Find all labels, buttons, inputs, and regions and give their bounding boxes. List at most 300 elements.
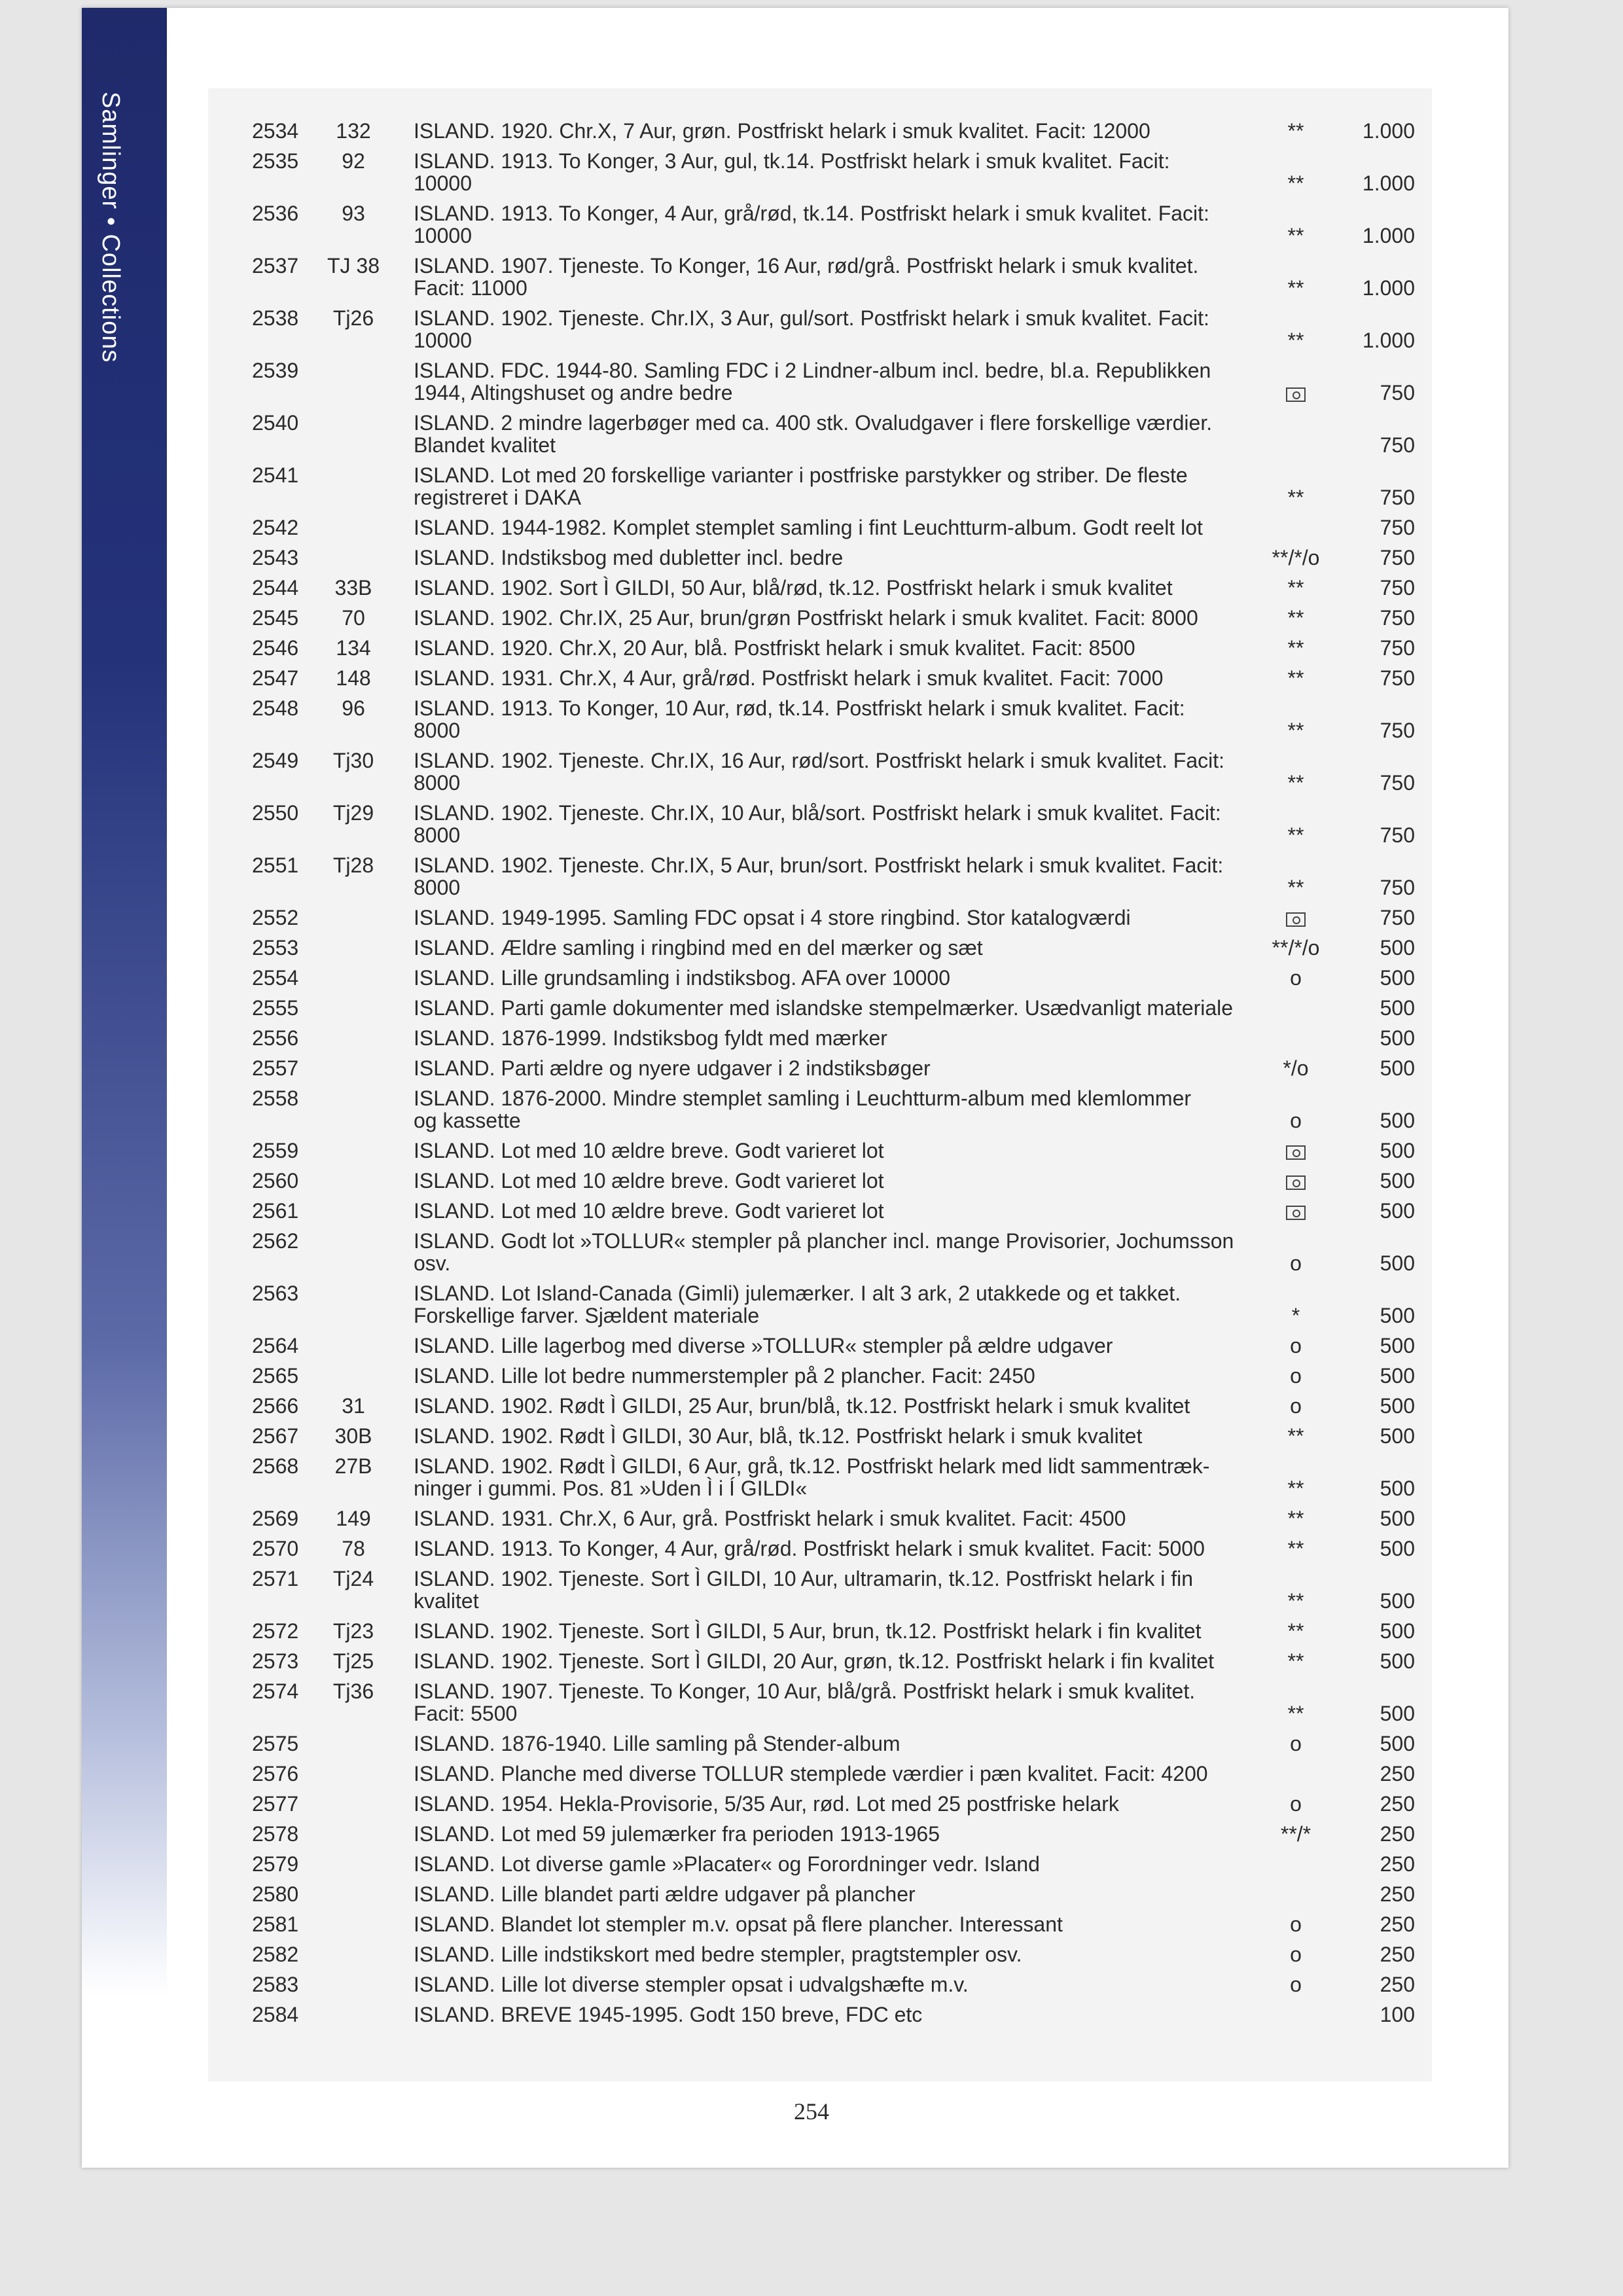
- description-line: ISLAND. 1944-1982. Komplet stemplet samling i fint Leuchtturm-album. Godt reelt lot: [414, 516, 1203, 539]
- condition-mark: [1260, 1170, 1332, 1192]
- lot-description: [414, 1335, 1258, 1357]
- lot-price: 750: [1380, 823, 1415, 847]
- lot-price: 500: [1380, 1424, 1415, 1448]
- description-line: ISLAND. 1913. To Konger, 10 Aur, rød, tk.14. Postfriskt helark i smuk kvalitet. Facit:: [414, 696, 1185, 720]
- description-line: ISLAND. Lot med 20 forskellige varianter i postfriske parstykker og striber. De fleste: [414, 463, 1188, 487]
- cover-icon: [1286, 1145, 1306, 1160]
- description-line: ISLAND. Lot Island-Canada (Gimli) julemærker. I alt 3 ark, 2 utakkede og et takket.: [414, 1282, 1181, 1305]
- lot-row: [0, 1335, 1623, 1357]
- condition-mark: **: [1287, 1619, 1304, 1643]
- lot-description: [414, 1620, 1258, 1642]
- description-line: Blandet kvalitet: [414, 433, 556, 457]
- description-line: ISLAND. 1876-1999. Indstiksbog fyldt med mærker: [414, 1026, 887, 1050]
- description-line: ISLAND. 1902. Tjeneste. Chr.IX, 10 Aur, blå/sort. Postfriskt helark i smuk kvalitet. Facit:: [414, 801, 1221, 825]
- lot-number: 2579: [252, 1852, 299, 1876]
- lot-price: 750: [1380, 606, 1415, 630]
- description-line: 10000: [414, 171, 472, 195]
- condition-mark: **: [1287, 486, 1304, 509]
- lot-row: [0, 1200, 1623, 1222]
- lot-price: 500: [1380, 1056, 1415, 1080]
- lot-number: 2552: [252, 906, 299, 929]
- description-line: ISLAND. 1902. Rødt Ì GILDI, 25 Aur, brun/blå, tk.12. Postfriskt helark i smuk kvalitet: [414, 1394, 1190, 1418]
- description-line: ISLAND. Lille lagerbog med diverse »TOLLUR« stempler på ældre udgaver: [414, 1334, 1113, 1357]
- lot-number: 2562: [252, 1229, 299, 1253]
- lot-number: 2564: [252, 1334, 299, 1357]
- lot-description: [414, 1395, 1258, 1417]
- lot-description: [414, 202, 1258, 247]
- lot-description: [414, 854, 1258, 899]
- lot-description: [414, 1650, 1258, 1672]
- lot-number: 2546: [252, 636, 299, 660]
- lot-description: [414, 1732, 1258, 1755]
- lot-price: 100: [1380, 2003, 1415, 2026]
- lot-price: 750: [1380, 576, 1415, 600]
- lot-number: 2569: [252, 1507, 299, 1530]
- condition-mark: **: [1287, 823, 1304, 847]
- condition-mark: o: [1290, 1943, 1302, 1966]
- lot-description: [414, 937, 1258, 959]
- lot-description: [414, 1027, 1258, 1049]
- condition-mark: o: [1290, 1364, 1302, 1388]
- lot-price: 750: [1380, 433, 1415, 457]
- condition-mark: o: [1290, 1109, 1302, 1132]
- lot-description: [414, 1568, 1258, 1612]
- condition-mark: **: [1287, 329, 1304, 352]
- lot-row: [0, 1913, 1623, 1935]
- lot-number: 2583: [252, 1973, 299, 1996]
- catalog-number: Tj26: [332, 306, 374, 330]
- lot-row: [0, 150, 1623, 194]
- lot-row: [0, 464, 1623, 509]
- condition-mark: **: [1287, 276, 1304, 300]
- lot-number: 2545: [252, 606, 299, 630]
- condition-mark: **: [1287, 719, 1304, 742]
- catalog-number: 134: [336, 636, 371, 660]
- description-line: ISLAND. Lille indstikskort med bedre stempler, pragtstempler osv.: [414, 1943, 1022, 1966]
- lot-description: [414, 412, 1258, 456]
- lot-description: [414, 307, 1258, 351]
- lot-number: 2565: [252, 1364, 299, 1388]
- description-line: ISLAND. Lille grundsamling i indstiksbog. AFA over 10000: [414, 966, 951, 990]
- catalog-number: 96: [342, 696, 365, 720]
- lot-row: [0, 1507, 1623, 1530]
- lot-description: [414, 1139, 1258, 1162]
- description-line: ISLAND. 1931. Chr.X, 4 Aur, grå/rød. Postfriskt helark i smuk kvalitet. Facit: 7000: [414, 666, 1164, 690]
- condition-mark: **: [1287, 771, 1304, 795]
- lot-description: [414, 1057, 1258, 1079]
- lot-row: [0, 547, 1623, 569]
- lot-number: 2535: [252, 149, 299, 173]
- lot-description: [414, 1170, 1258, 1192]
- lot-description: [414, 997, 1258, 1019]
- lot-number: 2542: [252, 516, 299, 539]
- description-line: ISLAND. Lot med 10 ældre breve. Godt varieret lot: [414, 1139, 884, 1162]
- condition-mark: [1260, 1200, 1332, 1222]
- lot-row: [0, 1455, 1623, 1499]
- lot-number: 2547: [252, 666, 299, 690]
- lot-row: [0, 637, 1623, 659]
- section-label: Samlinger • Collections: [97, 92, 124, 363]
- description-line: ISLAND. 1902. Tjeneste. Sort Ì GILDI, 20 Aur, grøn, tk.12. Postfriskt helark i fin kvalitet: [414, 1649, 1215, 1673]
- lot-description: [414, 1883, 1258, 1905]
- condition-mark: [1260, 382, 1332, 404]
- catalog-number: 33B: [334, 576, 372, 600]
- lot-description: [414, 577, 1258, 599]
- description-line: ISLAND. Lot med 10 ældre breve. Godt varieret lot: [414, 1199, 884, 1223]
- description-line: ISLAND. 1907. Tjeneste. To Konger, 10 Aur, blå/grå. Postfriskt helark i smuk kvalitet.: [414, 1679, 1196, 1703]
- lot-number: 2543: [252, 546, 299, 569]
- lot-description: [414, 1913, 1258, 1935]
- catalog-number: 132: [336, 119, 371, 143]
- lot-number: 2581: [252, 1912, 299, 1936]
- lot-price: 1.000: [1362, 276, 1415, 300]
- description-line: ISLAND. Blandet lot stempler m.v. opsat på flere plancher. Interessant: [414, 1912, 1063, 1936]
- lot-price: 500: [1380, 1139, 1415, 1162]
- condition-mark: o: [1290, 1912, 1302, 1936]
- description-line: ISLAND. 1902. Sort Ì GILDI, 50 Aur, blå/rød, tk.12. Postfriskt helark i smuk kvalitet: [414, 576, 1173, 600]
- condition-mark: **: [1287, 606, 1304, 630]
- lot-price: 250: [1380, 1882, 1415, 1906]
- lot-description: [414, 1455, 1258, 1499]
- condition-mark: **: [1287, 171, 1304, 195]
- lot-number: 2548: [252, 696, 299, 720]
- lot-number: 2567: [252, 1424, 299, 1448]
- catalog-number: Tj30: [332, 749, 374, 772]
- lot-number: 2570: [252, 1537, 299, 1560]
- lot-price: 250: [1380, 1852, 1415, 1876]
- lot-row: [0, 802, 1623, 846]
- lot-price: 250: [1380, 1762, 1415, 1785]
- lot-number: 2580: [252, 1882, 299, 1906]
- lot-row: [0, 1732, 1623, 1755]
- catalog-number: 27B: [334, 1454, 372, 1478]
- description-line: ISLAND. 1920. Chr.X, 20 Aur, blå. Postfriskt helark i smuk kvalitet. Facit: 8500: [414, 636, 1135, 660]
- lot-description: [414, 1763, 1258, 1785]
- catalog-number: 30B: [334, 1424, 372, 1448]
- lot-price: 500: [1380, 1619, 1415, 1643]
- description-line: 8000: [414, 719, 461, 742]
- catalog-number: Tj28: [332, 853, 374, 877]
- lot-row: [0, 1793, 1623, 1815]
- description-line: 8000: [414, 876, 461, 899]
- lot-row: [0, 577, 1623, 599]
- lot-row: [0, 1139, 1623, 1162]
- lot-description: [414, 120, 1258, 142]
- lot-number: 2572: [252, 1619, 299, 1643]
- lot-row: [0, 1853, 1623, 1875]
- lot-row: [0, 1680, 1623, 1725]
- lot-price: 250: [1380, 1973, 1415, 1996]
- catalog-number: 92: [342, 149, 365, 173]
- lot-price: 500: [1380, 996, 1415, 1020]
- description-line: ISLAND. 1876-2000. Mindre stemplet samling i Leuchtturm-album med klemlommer: [414, 1086, 1192, 1110]
- condition-mark: [1260, 1139, 1332, 1162]
- lot-row: [0, 120, 1623, 142]
- lot-row: [0, 1823, 1623, 1845]
- description-line: ISLAND. Lot diverse gamle »Placater« og Forordninger vedr. Island: [414, 1852, 1040, 1876]
- cover-icon: [1286, 1206, 1306, 1220]
- description-line: ISLAND. 1902. Tjeneste. Chr.IX, 16 Aur, rød/sort. Postfriskt helark i smuk kvalitet. Facit:: [414, 749, 1224, 772]
- lot-number: 2584: [252, 2003, 299, 2026]
- lot-price: 500: [1380, 1334, 1415, 1357]
- lot-number: 2537: [252, 254, 299, 278]
- description-line: ISLAND. 1954. Hekla-Provisorie, 5/35 Aur, rød. Lot med 25 postfriske helark: [414, 1792, 1119, 1816]
- catalog-number: 148: [336, 666, 371, 690]
- condition-mark: **: [1287, 1649, 1304, 1673]
- condition-mark: **: [1287, 1702, 1304, 1725]
- lot-row: [0, 1365, 1623, 1387]
- lot-price: 750: [1380, 486, 1415, 509]
- cover-icon: [1286, 387, 1306, 402]
- lot-row: [0, 1087, 1623, 1132]
- lot-description: [414, 1537, 1258, 1560]
- lot-number: 2539: [252, 359, 299, 382]
- lot-description: [414, 749, 1258, 794]
- lot-number: 2571: [252, 1567, 299, 1590]
- description-line: ISLAND. Lot med 10 ældre breve. Godt varieret lot: [414, 1169, 884, 1193]
- lot-number: 2551: [252, 853, 299, 877]
- lot-row: [0, 854, 1623, 899]
- lot-description: [414, 1365, 1258, 1387]
- lot-price: 250: [1380, 1822, 1415, 1846]
- lot-number: 2555: [252, 996, 299, 1020]
- lot-number: 2553: [252, 936, 299, 960]
- description-line: ISLAND. Planche med diverse TOLLUR stemplede værdier i pæn kvalitet. Facit: 4200: [414, 1762, 1208, 1785]
- lot-number: 2566: [252, 1394, 299, 1418]
- condition-mark: **: [1287, 1589, 1304, 1613]
- lot-price: 500: [1380, 966, 1415, 990]
- lot-price: 500: [1380, 1364, 1415, 1388]
- lot-number: 2540: [252, 411, 299, 435]
- description-line: registreret i DAKA: [414, 486, 582, 509]
- lot-price: 500: [1380, 1109, 1415, 1132]
- lot-number: 2541: [252, 463, 299, 487]
- condition-mark: o: [1290, 1394, 1302, 1418]
- lot-price: 750: [1380, 636, 1415, 660]
- lot-price: 500: [1380, 1026, 1415, 1050]
- condition-mark: *: [1291, 1304, 1300, 1327]
- lot-description: [414, 255, 1258, 299]
- condition-mark: o: [1290, 1792, 1302, 1816]
- description-line: ISLAND. Ældre samling i ringbind med en del mærker og sæt: [414, 936, 983, 960]
- condition-mark: **/*/o: [1272, 936, 1320, 960]
- cover-icon: [1286, 1175, 1306, 1190]
- condition-mark: */o: [1283, 1056, 1309, 1080]
- condition-mark: o: [1290, 1334, 1302, 1357]
- lot-row: [0, 997, 1623, 1019]
- lot-row: [0, 359, 1623, 404]
- lot-row: [0, 697, 1623, 742]
- description-line: ISLAND. 1876-1940. Lille samling på Stender-album: [414, 1732, 901, 1755]
- lot-price: 500: [1380, 1394, 1415, 1418]
- description-line: ninger i gummi. Pos. 81 »Uden Ì i Í GILDI«: [414, 1477, 808, 1500]
- lot-row: [0, 1650, 1623, 1672]
- description-line: ISLAND. Parti ældre og nyere udgaver i 2 indstiksbøger: [414, 1056, 931, 1080]
- description-line: ISLAND. 1913. To Konger, 4 Aur, grå/rød, tk.14. Postfriskt helark i smuk kvalitet. Facit:: [414, 202, 1209, 225]
- cover-icon: [1286, 912, 1306, 927]
- lot-row: [0, 607, 1623, 629]
- lot-number: 2574: [252, 1679, 299, 1703]
- description-line: ISLAND. 1902. Rødt Ì GILDI, 6 Aur, grå, tk.12. Postfriskt helark med lidt sammentræk-: [414, 1454, 1210, 1478]
- condition-mark: **: [1287, 876, 1304, 899]
- lot-price: 1.000: [1362, 119, 1415, 143]
- lot-price: 500: [1380, 1169, 1415, 1193]
- lot-number: 2582: [252, 1943, 299, 1966]
- lot-price: 750: [1380, 906, 1415, 929]
- catalog-number: 31: [342, 1394, 365, 1418]
- lot-number: 2538: [252, 306, 299, 330]
- lot-description: [414, 1200, 1258, 1222]
- lot-price: 750: [1380, 546, 1415, 569]
- catalog-number: TJ 38: [327, 254, 380, 278]
- lot-description: [414, 802, 1258, 846]
- lot-row: [0, 1537, 1623, 1560]
- condition-mark: o: [1290, 966, 1302, 990]
- catalog-number: 78: [342, 1537, 365, 1560]
- lot-description: [414, 967, 1258, 989]
- lot-price: 750: [1380, 719, 1415, 742]
- catalog-number: 149: [336, 1507, 371, 1530]
- description-line: og kassette: [414, 1109, 521, 1132]
- description-line: 1944, Altingshuset og andre bedre: [414, 381, 733, 404]
- catalog-number: 70: [342, 606, 365, 630]
- lot-description: [414, 1425, 1258, 1447]
- lot-number: 2578: [252, 1822, 299, 1846]
- lot-number: 2559: [252, 1139, 299, 1162]
- description-line: ISLAND. 1913. To Konger, 3 Aur, gul, tk.14. Postfriskt helark i smuk kvalitet. Facit:: [414, 149, 1170, 173]
- lot-description: [414, 464, 1258, 509]
- lot-row: [0, 1057, 1623, 1079]
- condition-mark: **: [1287, 224, 1304, 247]
- lot-description: [414, 2003, 1258, 2026]
- description-line: ISLAND. FDC. 1944-80. Samling FDC i 2 Lindner-album incl. bedre, bl.a. Republikken: [414, 359, 1211, 382]
- lot-number: 2560: [252, 1169, 299, 1193]
- lot-row: [0, 255, 1623, 299]
- lot-price: 500: [1380, 1304, 1415, 1327]
- lot-number: 2575: [252, 1732, 299, 1755]
- condition-mark: o: [1290, 1251, 1302, 1275]
- description-line: ISLAND. 1907. Tjeneste. To Konger, 16 Aur, rød/grå. Postfriskt helark i smuk kvalitet.: [414, 254, 1199, 278]
- lot-price: 500: [1380, 1477, 1415, 1500]
- lot-description: [414, 667, 1258, 689]
- lot-description: [414, 359, 1258, 404]
- condition-mark: **: [1287, 666, 1304, 690]
- catalog-number: Tj36: [332, 1679, 374, 1703]
- lot-price: 750: [1380, 381, 1415, 404]
- description-line: Facit: 11000: [414, 276, 527, 300]
- lot-number: 2554: [252, 966, 299, 990]
- lot-number: 2568: [252, 1454, 299, 1478]
- lot-row: [0, 749, 1623, 794]
- lot-row: [0, 1425, 1623, 1447]
- condition-mark: **: [1287, 119, 1304, 143]
- lot-row: [0, 1620, 1623, 1642]
- lot-price: 500: [1380, 936, 1415, 960]
- lot-row: [0, 967, 1623, 989]
- lot-price: 500: [1380, 1199, 1415, 1223]
- description-line: ISLAND. 1902. Tjeneste. Sort Ì GILDI, 10 Aur, ultramarin, tk.12. Postfriskt helark i fin: [414, 1567, 1194, 1590]
- description-line: ISLAND. 1913. To Konger, 4 Aur, grå/rød. Postfriskt helark i smuk kvalitet. Facit: 5000: [414, 1537, 1205, 1560]
- lot-row: [0, 1282, 1623, 1327]
- condition-mark: [1260, 906, 1332, 929]
- description-line: 10000: [414, 224, 472, 247]
- lot-price: 750: [1380, 876, 1415, 899]
- lot-row: [0, 1230, 1623, 1274]
- lot-number: 2536: [252, 202, 299, 225]
- lot-price: 250: [1380, 1792, 1415, 1816]
- lot-price: 500: [1380, 1732, 1415, 1755]
- lot-description: [414, 906, 1258, 929]
- catalog-number: Tj25: [332, 1649, 374, 1673]
- description-line: Facit: 5500: [414, 1702, 518, 1725]
- condition-mark: o: [1290, 1732, 1302, 1755]
- condition-mark: **: [1287, 1507, 1304, 1530]
- lot-description: [414, 1230, 1258, 1274]
- lot-number: 2557: [252, 1056, 299, 1080]
- lot-price: 500: [1380, 1507, 1415, 1530]
- lot-description: [414, 150, 1258, 194]
- description-line: ISLAND. Parti gamle dokumenter med islandske stempelmærker. Usædvanligt materiale: [414, 996, 1234, 1020]
- description-line: 8000: [414, 771, 461, 795]
- condition-mark: **/*: [1280, 1822, 1311, 1846]
- lot-row: [0, 937, 1623, 959]
- lot-number: 2550: [252, 801, 299, 825]
- description-line: ISLAND. 1949-1995. Samling FDC opsat i 4 store ringbind. Stor katalogværdi: [414, 906, 1131, 929]
- lot-description: [414, 1507, 1258, 1530]
- lot-description: [414, 607, 1258, 629]
- description-line: ISLAND. Lille lot diverse stempler opsat i udvalgshæfte m.v.: [414, 1973, 969, 1996]
- lot-number: 2534: [252, 119, 299, 143]
- description-line: kvalitet: [414, 1589, 479, 1613]
- condition-mark: **: [1287, 1477, 1304, 1500]
- catalog-number: 93: [342, 202, 365, 225]
- condition-mark: **: [1287, 576, 1304, 600]
- lot-price: 250: [1380, 1912, 1415, 1936]
- description-line: ISLAND. Lot med 59 julemærker fra perioden 1913-1965: [414, 1822, 940, 1846]
- lot-description: [414, 516, 1258, 539]
- lot-row: [0, 307, 1623, 351]
- lot-price: 500: [1380, 1649, 1415, 1673]
- lot-price: 750: [1380, 666, 1415, 690]
- lot-description: [414, 1087, 1258, 1132]
- lot-row: [0, 516, 1623, 539]
- description-line: ISLAND. Lille lot bedre nummerstempler på 2 plancher. Facit: 2450: [414, 1364, 1035, 1388]
- lot-row: [0, 1883, 1623, 1905]
- description-line: ISLAND. 1920. Chr.X, 7 Aur, grøn. Postfriskt helark i smuk kvalitet. Facit: 12000: [414, 119, 1150, 143]
- lot-number: 2576: [252, 1762, 299, 1785]
- description-line: ISLAND. 1931. Chr.X, 6 Aur, grå. Postfriskt helark i smuk kvalitet. Facit: 4500: [414, 1507, 1126, 1530]
- condition-mark: o: [1290, 1973, 1302, 1996]
- lot-price: 500: [1380, 1537, 1415, 1560]
- page-number: 254: [794, 2098, 829, 2125]
- catalog-number: Tj23: [332, 1619, 374, 1643]
- lot-price: 500: [1380, 1251, 1415, 1275]
- description-line: osv.: [414, 1251, 451, 1275]
- lot-price: 750: [1380, 771, 1415, 795]
- lot-description: [414, 1973, 1258, 1996]
- lot-description: [414, 697, 1258, 742]
- lot-row: [0, 1027, 1623, 1049]
- lot-price: 1.000: [1362, 171, 1415, 195]
- lot-price: 250: [1380, 1943, 1415, 1966]
- lot-number: 2577: [252, 1792, 299, 1816]
- lot-row: [0, 667, 1623, 689]
- lot-number: 2544: [252, 576, 299, 600]
- catalog-number: Tj24: [332, 1567, 374, 1590]
- description-line: ISLAND. 2 mindre lagerbøger med ca. 400 stk. Ovaludgaver i flere forskellige værdier.: [414, 411, 1213, 435]
- lot-number: 2573: [252, 1649, 299, 1673]
- lot-price: 750: [1380, 516, 1415, 539]
